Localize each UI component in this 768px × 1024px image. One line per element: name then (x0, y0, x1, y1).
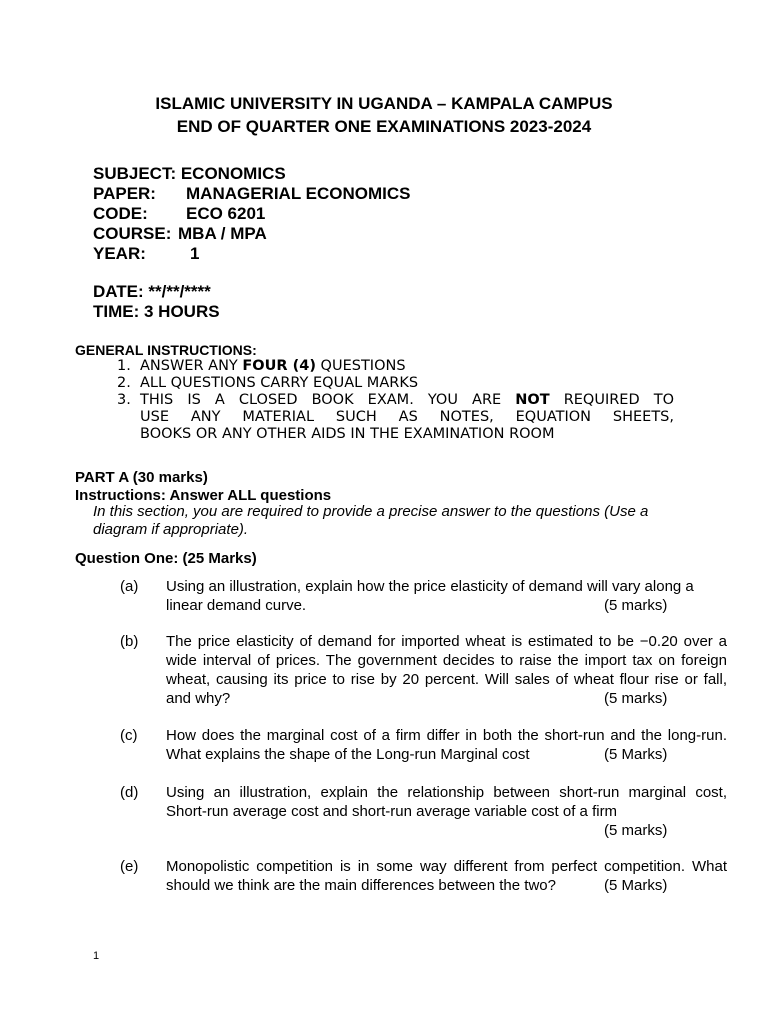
question-part-d: (d) Using an illustration, explain the relationship between short-run marginal cost, Short-run average cost and short-run average variable cost of a firm (5 marks) (120, 784, 727, 839)
exam-details (93, 164, 410, 322)
part-a-instructions: Instructions: Answer ALL questions (75, 487, 332, 504)
code-value: ECO 6201 (186, 204, 266, 223)
question-part-a: (a) Using an illustration, explain how the price elasticity of demand will vary along a linear demand curve. (5 marks) (120, 578, 694, 614)
question-label: (a) (120, 578, 139, 595)
subject-line: SUBJECT: ECONOMICS (93, 164, 286, 183)
paper-line (93, 184, 410, 204)
course-value: MBA / MPA (178, 224, 267, 243)
marks: (5 marks) (604, 690, 668, 707)
page-number: 1 (93, 950, 100, 962)
question-part-e: (e) Monopolistic competition is in some way different from perfect competition. What should we think are the main differences between the two? (5 Marks) (120, 858, 727, 894)
code-label: CODE: (93, 204, 148, 223)
course-label: COURSE: (93, 224, 172, 243)
marks: (5 marks) (604, 597, 668, 614)
question-label: (c) (120, 727, 138, 744)
part-a-title: PART A (30 marks) (75, 469, 208, 486)
date-line: DATE: **/**/**** (93, 282, 211, 301)
university-title: ISLAMIC UNIVERSITY IN UGANDA – KAMPALA CAMPUS (155, 94, 613, 113)
marks: (5 Marks) (604, 877, 668, 894)
instruction-item: 3. THIS IS A CLOSED BOOK EXAM. YOU ARE NOT REQUIRED TO USE ANY MATERIAL SUCH AS NOTES, EQUATION SHEETS, BOOKS OR ANY OTHER AIDS IN THE EXAMINATION ROOM (117, 392, 674, 442)
course-line (93, 224, 410, 244)
question-label: (b) (120, 633, 139, 650)
question-part-c: (c) How does the marginal cost of a firm differ in both the short-run and the long-run. What explains the shape of the Long-run Marginal cost (5 Marks) (120, 727, 727, 763)
part-a-heading (75, 469, 331, 505)
four-emphasis: FOUR (4) (242, 358, 316, 374)
marks: (5 Marks) (604, 746, 668, 763)
instruction-item: 2. ALL QUESTIONS CARRY EQUAL MARKS (117, 375, 419, 391)
exam-header (0, 92, 768, 138)
question-label: (e) (120, 858, 139, 875)
exam-title: END OF QUARTER ONE EXAMINATIONS 2023-2024 (176, 117, 592, 136)
time-line: TIME: 3 HOURS (93, 302, 220, 321)
paper-value: MANAGERIAL ECONOMICS (186, 184, 411, 203)
instruction-item: 1. ANSWER ANY FOUR (4) QUESTIONS (117, 358, 406, 374)
code-line (93, 204, 410, 224)
year-line (93, 244, 410, 264)
question-part-b: (b) The price elasticity of demand for imported wheat is estimated to be −0.20 over a wide interval of prices. The government decides to raise the import tax on foreign wheat, causing its price to rise by 20 percent. Will sales of wheat flour rise or fall, and why? (5 marks) (120, 633, 727, 707)
not-emphasis: NOT (515, 392, 550, 408)
general-instructions-list (117, 358, 674, 443)
general-instructions-title: GENERAL INSTRUCTIONS: (75, 342, 257, 358)
question-label: (d) (120, 784, 139, 801)
question-one-title: Question One: (25 Marks) (75, 550, 257, 567)
year-value: 1 (190, 244, 200, 263)
part-a-note: In this section, you are required to provide a precise answer to the questions (Use a diagram if appropriate). (93, 503, 649, 538)
year-label: YEAR: (93, 244, 146, 263)
marks: (5 marks) (604, 822, 668, 839)
paper-label: PAPER: (93, 184, 156, 203)
